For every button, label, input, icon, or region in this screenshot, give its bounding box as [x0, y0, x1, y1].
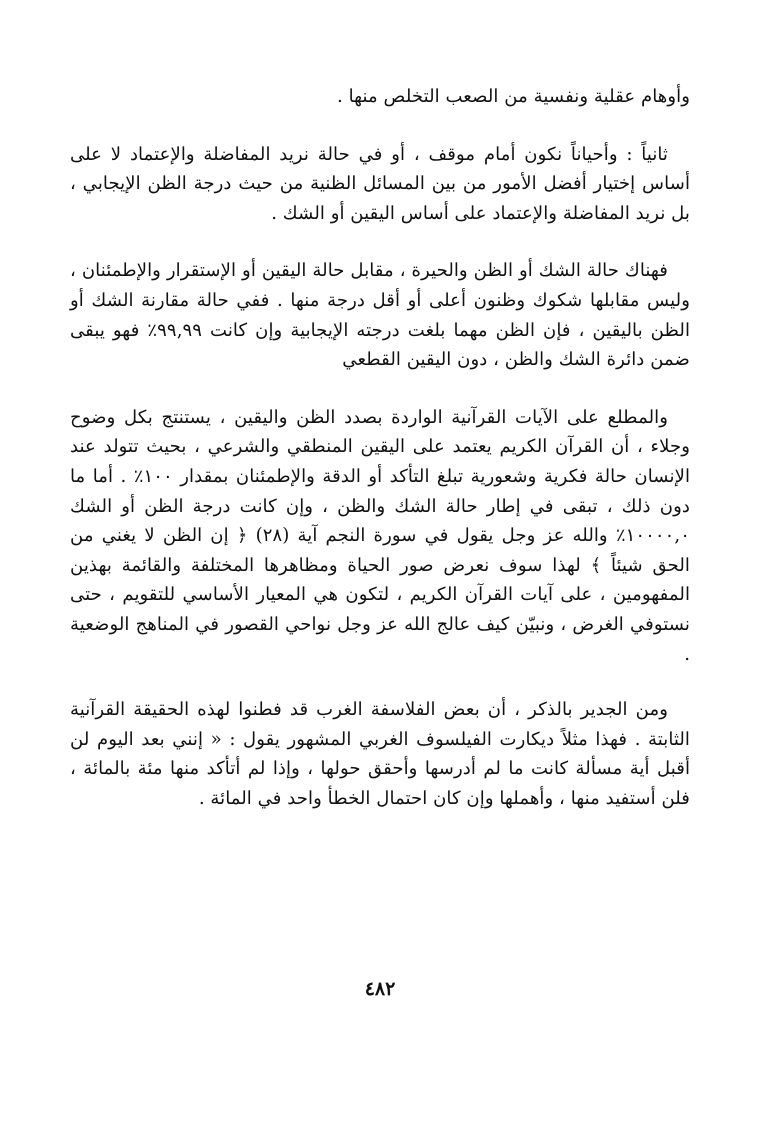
paragraph-spacer [70, 112, 690, 140]
page-number: ٤٨٢ [364, 978, 396, 1000]
paragraph-spacer [70, 228, 690, 256]
book-page [70, 82, 690, 1082]
paragraph-spacer [70, 375, 690, 403]
paragraph-quran-verses: والمطلع على الآيات القرآنية الواردة بصدد الظن واليقين ، يستنتج بكل وضوح وجلاء ، أن القرآن الكريم يعتمد على اليقين المنطقي والشرعي ، بحيث تتولد عند الإنسان حالة فكرية وشعورية تبلغ التأكد أو الدقة والإطمئنان بمقدار ١٠٠٪ . أما ما دون ذلك ، تبقى في إطار حالة الشك والظن ، وإن كانت درجة الظن أو الشك ١٠٠٠٠,٠٪ والله عز وجل يقول في سورة النجم آية (٢٨) ﴿ إن الظن لا يغني من الحق شيئاً ﴾ لهذا سوف نعرض صور الحياة ومظاهرها المختلفة والقائمة بهذين المفهومين ، على آيات القرآن الكريم ، لتكون هي المعيار الأساسي للتقويم ، حتى نستوفي الغرض ، ونبيّن كيف عالج الله عز وجل نواحي القصور في المناهج الوضعية . [70, 406, 691, 665]
paragraph-continuation: وأوهام عقلية ونفسية من الصعب التخلص منها . [337, 86, 690, 107]
paragraph-descartes: ومن الجدير بالذكر ، أن بعض الفلاسفة الغرب قد فطنوا لهذه الحقيقة القرآنية الثابتة . فهذا مثلاً ديكارت الفيلسوف الغربي المشهور يقول : « إنني بعد اليوم لن أقبل أية مسألة كانت ما لم أدرسها وأحقق حولها ، وإذا لم أتأكد منها مئة بالمائة ، فلن أستفيد منها ، وأهملها وإن كان احتمال الخطأ واحد في المائة . [70, 699, 690, 809]
paragraph-doubt-certainty: فهناك حالة الشك أو الظن والحيرة ، مقابل حالة اليقين أو الإستقرار والإطمئنان ، وليس مقابلها شكوك وظنون أعلى أو أقل درجة منها . ففي حالة مقارنة الشك أو الظن باليقين ، فإن الظن مهما بلغت درجته الإيجابية وإن كانت ٩٩,٩٩٪ فهو يبقى ضمن دائرة الشك والظن ، دون اليقين القطعي [70, 260, 690, 371]
paragraph-spacer [70, 669, 690, 695]
paragraph-second-point: ثانياً : وأحياناً نكون أمام موقف ، أو في حالة نريد المفاضلة والإعتماد لا على أساس إختيار أفضل الأمور من بين المسائل الظنية من حيث درجة الظن الإيجابي ، بل نريد المفاضلة والإعتماد على أساس اليقين أو الشك . [70, 143, 690, 224]
